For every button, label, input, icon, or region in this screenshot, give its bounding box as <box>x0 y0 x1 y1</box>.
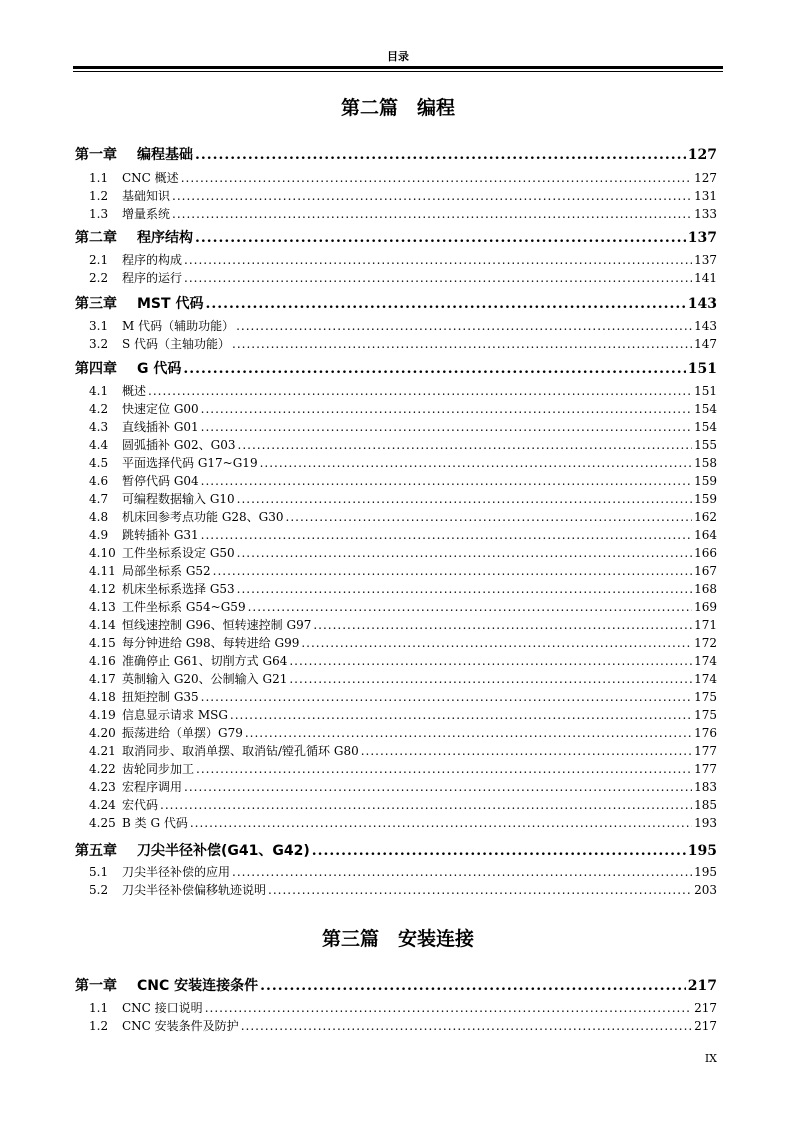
toc-leader-dots <box>301 635 692 651</box>
toc-entry-page: 217 <box>694 1001 717 1015</box>
toc-section-row[interactable] <box>75 170 717 186</box>
toc-leader-dots <box>260 455 693 471</box>
toc-entry-title: 圆弧插补 G02、G03 <box>122 438 236 452</box>
toc-entry-page: 151 <box>687 361 717 377</box>
toc-entry-page: 217 <box>687 978 717 994</box>
toc-leader-dots <box>184 252 692 268</box>
toc-entry-page: 171 <box>694 618 717 632</box>
toc-entry-page: 169 <box>694 600 717 614</box>
toc-leader-dots <box>195 146 686 164</box>
toc-entry-title: 概述 <box>122 384 147 398</box>
toc-entry-title: 工件坐标系设定 G50 <box>122 546 235 560</box>
toc-entry-page: 164 <box>694 528 717 542</box>
toc-entry-number: 4.24 <box>89 798 116 812</box>
toc-leader-dots <box>201 689 692 705</box>
toc-leader-dots <box>248 599 693 615</box>
toc-leader-dots <box>312 842 686 860</box>
toc-leader-dots <box>289 653 692 669</box>
toc-entry-title: 局部坐标系 G52 <box>122 564 211 578</box>
toc-entry-page: 177 <box>694 744 717 758</box>
toc-entry-number: 4.16 <box>89 654 116 668</box>
toc-entry-number: 4.11 <box>89 564 116 578</box>
toc-leader-dots <box>361 743 692 759</box>
toc-section-row[interactable] <box>75 599 717 615</box>
toc-leader-dots <box>172 206 692 222</box>
toc-section-row[interactable] <box>75 761 717 777</box>
toc-entry-page: 141 <box>694 271 717 285</box>
toc-entry-number: 4.1 <box>89 384 109 398</box>
toc-chapter-row[interactable] <box>75 146 717 164</box>
toc-entry-number: 第一章 <box>75 978 117 994</box>
toc-entry-number: 第三章 <box>75 296 117 312</box>
toc-leader-dots <box>184 779 692 795</box>
toc-chapter-row[interactable] <box>75 360 717 378</box>
part-title-2: 第二篇 编程 <box>340 97 455 119</box>
toc-section-row[interactable] <box>75 689 717 705</box>
toc-entry-number: 5.1 <box>89 865 109 879</box>
toc-section-row[interactable] <box>75 864 717 880</box>
toc-entry-title: 程序的构成 <box>122 253 183 267</box>
toc-leader-dots <box>230 707 692 723</box>
header-rule-thick <box>73 66 723 69</box>
toc-leader-dots <box>237 581 692 597</box>
toc-section-row[interactable] <box>75 527 717 543</box>
toc-entry-page: 143 <box>694 319 717 333</box>
toc-section-row[interactable] <box>75 707 717 723</box>
toc-entry-title: 英制输入 G20、公制输入 G21 <box>122 672 288 686</box>
toc-entry-number: 4.4 <box>89 438 109 452</box>
toc-entry-title: 取消同步、取消单摆、取消钻/镗孔循环 G80 <box>122 744 359 758</box>
toc-entry-number: 3.2 <box>89 337 109 351</box>
toc-entry-title: 每分钟进给 G98、每转进给 G99 <box>122 636 300 650</box>
toc-entry-title: CNC 安装条件及防护 <box>122 1019 239 1033</box>
toc-leader-dots <box>260 977 686 995</box>
toc-leader-dots <box>213 563 692 579</box>
toc-entry-page: 131 <box>694 189 717 203</box>
toc-entry-number: 4.23 <box>89 780 116 794</box>
toc-entry-page: 147 <box>694 337 717 351</box>
toc-entry-number: 4.10 <box>89 546 116 560</box>
toc-chapter-row[interactable] <box>75 229 717 247</box>
toc-leader-dots <box>160 797 692 813</box>
toc-entry-page: 127 <box>694 171 717 185</box>
toc-entry-number: 4.14 <box>89 618 116 632</box>
toc-entry-title: CNC 接口说明 <box>122 1001 203 1015</box>
toc-entry-number: 4.21 <box>89 744 116 758</box>
toc-entry-title: M 代码（辅助功能） <box>122 319 235 333</box>
toc-entry-title: 跳转插补 G31 <box>122 528 199 542</box>
toc-entry-number: 第四章 <box>75 361 117 377</box>
toc-section-row[interactable] <box>75 270 717 286</box>
toc-entry-number: 4.7 <box>89 492 109 506</box>
toc-entry-number: 4.9 <box>89 528 109 542</box>
page-header: 目录 <box>387 50 409 63</box>
toc-leader-dots <box>201 527 692 543</box>
toc-chapter-row[interactable] <box>75 842 717 860</box>
toc-entry-number: 4.17 <box>89 672 116 686</box>
toc-leader-dots <box>245 725 692 741</box>
toc-entry-page: 158 <box>694 456 717 470</box>
toc-chapter-row[interactable] <box>75 977 717 995</box>
toc-leader-dots <box>201 419 692 435</box>
toc-entry-page: 174 <box>694 672 717 686</box>
toc-leader-dots <box>205 1000 692 1016</box>
toc-section-row[interactable] <box>75 419 717 435</box>
toc-section-row[interactable] <box>75 635 717 651</box>
toc-entry-page: 185 <box>694 798 717 812</box>
toc-section-row[interactable] <box>75 401 717 417</box>
toc-section-row[interactable] <box>75 815 717 831</box>
toc-entry-title: 直线插补 G01 <box>122 420 199 434</box>
toc-entry-number: 4.5 <box>89 456 109 470</box>
toc-entry-number: 4.22 <box>89 762 116 776</box>
toc-entry-number: 4.15 <box>89 636 116 650</box>
toc-leader-dots <box>148 383 692 399</box>
toc-section-row[interactable] <box>75 882 717 898</box>
toc-entry-page: 203 <box>694 883 717 897</box>
toc-entry-title: 扭矩控制 G35 <box>122 690 199 704</box>
toc-entry-number: 4.20 <box>89 726 116 740</box>
toc-entry-number: 4.18 <box>89 690 116 704</box>
toc-section-row[interactable] <box>75 509 717 525</box>
toc-section-row[interactable] <box>75 581 717 597</box>
toc-entry-number: 第五章 <box>75 843 117 859</box>
toc-entry-number: 4.25 <box>89 816 116 830</box>
toc-section-row[interactable] <box>75 797 717 813</box>
toc-leader-dots <box>181 170 692 186</box>
toc-entry-page: 127 <box>687 147 717 163</box>
toc-section-row[interactable] <box>75 206 717 222</box>
toc-entry-page: 176 <box>694 726 717 740</box>
toc-leader-dots <box>313 617 692 633</box>
toc-leader-dots <box>201 473 692 489</box>
toc-entry-title: 准确停止 G61、切削方式 G64 <box>122 654 288 668</box>
toc-entry-title: CNC 概述 <box>122 171 179 185</box>
toc-entry-number: 3.1 <box>89 319 109 333</box>
toc-entry-title: 工件坐标系 G54~G59 <box>122 600 246 614</box>
toc-entry-title: 平面选择代码 G17~G19 <box>122 456 258 470</box>
toc-section-row[interactable] <box>75 545 717 561</box>
toc-entry-page: 168 <box>694 582 717 596</box>
toc-section-row[interactable] <box>75 779 717 795</box>
toc-entry-number: 4.2 <box>89 402 109 416</box>
toc-entry-title: 刀尖半径补偿偏移轨迹说明 <box>122 883 267 897</box>
toc-section-row[interactable] <box>75 1018 717 1034</box>
toc-entry-page: 133 <box>694 207 717 221</box>
toc-entry-number: 4.8 <box>89 510 109 524</box>
toc-leader-dots <box>201 401 692 417</box>
toc-entry-number: 4.12 <box>89 582 116 596</box>
toc-entry-page: 143 <box>687 296 717 312</box>
toc-leader-dots <box>289 671 692 687</box>
toc-section-row[interactable] <box>75 455 717 471</box>
toc-section-row[interactable] <box>75 725 717 741</box>
toc-section-row[interactable] <box>75 336 717 352</box>
toc-entry-title: 齿轮同步加工 <box>122 762 195 776</box>
toc-entry-page: 155 <box>694 438 717 452</box>
toc-section-row[interactable] <box>75 1000 717 1016</box>
toc-entry-title: 暂停代码 G04 <box>122 474 199 488</box>
page-number: IX <box>704 1052 717 1065</box>
toc-section-row[interactable] <box>75 437 717 453</box>
toc-chapter-row[interactable] <box>75 295 717 313</box>
toc-section-row[interactable] <box>75 671 717 687</box>
toc-entry-title: CNC 安装连接条件 <box>137 978 259 994</box>
toc-leader-dots <box>286 509 693 525</box>
toc-section-row[interactable] <box>75 743 717 759</box>
toc-leader-dots <box>232 336 692 352</box>
toc-entry-title: 程序结构 <box>137 230 193 246</box>
toc-entry-number: 2.1 <box>89 253 109 267</box>
toc-leader-dots <box>195 229 686 247</box>
toc-entry-number: 第二章 <box>75 230 117 246</box>
toc-entry-page: 195 <box>694 865 717 879</box>
toc-entry-page: 217 <box>694 1019 717 1033</box>
toc-leader-dots <box>237 545 692 561</box>
toc-entry-title: 机床坐标系选择 G53 <box>122 582 235 596</box>
toc-entry-page: 193 <box>694 816 717 830</box>
toc-section-row[interactable] <box>75 188 717 204</box>
toc-entry-page: 159 <box>694 492 717 506</box>
toc-section-row[interactable] <box>75 491 717 507</box>
toc-entry-title: 机床回参考点功能 G28、G30 <box>122 510 284 524</box>
header-rule-thin <box>73 71 723 72</box>
toc-entry-title: 程序的运行 <box>122 271 183 285</box>
toc-entry-number: 4.3 <box>89 420 109 434</box>
toc-entry-number: 第一章 <box>75 147 117 163</box>
toc-leader-dots <box>268 882 692 898</box>
toc-section-row[interactable] <box>75 318 717 334</box>
toc-entry-number: 1.3 <box>89 207 109 221</box>
toc-entry-title: 宏代码 <box>122 798 159 812</box>
toc-section-row[interactable] <box>75 617 717 633</box>
toc-entry-page: 159 <box>694 474 717 488</box>
toc-entry-number: 1.2 <box>89 1019 109 1033</box>
toc-entry-title: S 代码（主轴功能） <box>122 337 231 351</box>
toc-entry-page: 183 <box>694 780 717 794</box>
toc-section-row[interactable] <box>75 383 717 399</box>
toc-entry-page: 154 <box>694 420 717 434</box>
toc-entry-page: 167 <box>694 564 717 578</box>
toc-entry-page: 151 <box>694 384 717 398</box>
toc-entry-title: 编程基础 <box>137 147 193 163</box>
toc-entry-page: 172 <box>694 636 717 650</box>
toc-entry-number: 1.1 <box>89 1001 109 1015</box>
toc-entry-title: 恒线速控制 G96、恒转速控制 G97 <box>122 618 312 632</box>
toc-leader-dots <box>196 761 692 777</box>
toc-entry-title: 基础知识 <box>122 189 171 203</box>
toc-leader-dots <box>232 864 692 880</box>
toc-section-row[interactable] <box>75 563 717 579</box>
toc-entry-page: 175 <box>694 708 717 722</box>
toc-leader-dots <box>236 318 692 334</box>
toc-leader-dots <box>190 815 692 831</box>
toc-leader-dots <box>172 188 692 204</box>
toc-entry-page: 195 <box>687 843 717 859</box>
toc-entry-number: 1.1 <box>89 171 109 185</box>
toc-entry-title: B 类 G 代码 <box>122 816 188 830</box>
toc-entry-title: G 代码 <box>137 361 182 377</box>
toc-entry-page: 162 <box>694 510 717 524</box>
toc-leader-dots <box>238 437 693 453</box>
toc-entry-title: MST 代码 <box>137 296 204 312</box>
toc-section-row[interactable] <box>75 252 717 268</box>
toc-entry-title: 增量系统 <box>122 207 171 221</box>
toc-entry-title: 刀尖半径补偿的应用 <box>122 865 231 879</box>
toc-entry-page: 137 <box>694 253 717 267</box>
toc-leader-dots <box>205 295 685 313</box>
toc-entry-number: 5.2 <box>89 883 109 897</box>
toc-entry-page: 174 <box>694 654 717 668</box>
toc-entry-page: 177 <box>694 762 717 776</box>
toc-entry-title: 信息显示请求 MSG <box>122 708 228 722</box>
toc-entry-title: 振荡进给（单摆）G79 <box>122 726 243 740</box>
part-title-3: 第三篇 安装连接 <box>321 928 474 950</box>
toc-leader-dots <box>237 491 692 507</box>
toc-entry-page: 166 <box>694 546 717 560</box>
toc-section-row[interactable] <box>75 653 717 669</box>
toc-entry-title: 快速定位 G00 <box>122 402 199 416</box>
toc-entry-title: 刀尖半径补偿(G41、G42) <box>137 843 310 859</box>
toc-leader-dots <box>241 1018 692 1034</box>
toc-entry-number: 2.2 <box>89 271 109 285</box>
toc-leader-dots <box>183 360 685 378</box>
toc-entry-number: 1.2 <box>89 189 109 203</box>
toc-entry-page: 154 <box>694 402 717 416</box>
toc-entry-page: 175 <box>694 690 717 704</box>
toc-entry-page: 137 <box>687 230 717 246</box>
toc-entry-title: 可编程数据输入 G10 <box>122 492 235 506</box>
toc-entry-title: 宏程序调用 <box>122 780 183 794</box>
toc-leader-dots <box>184 270 692 286</box>
toc-section-row[interactable] <box>75 473 717 489</box>
toc-entry-number: 4.6 <box>89 474 109 488</box>
toc-entry-number: 4.19 <box>89 708 116 722</box>
toc-entry-number: 4.13 <box>89 600 116 614</box>
